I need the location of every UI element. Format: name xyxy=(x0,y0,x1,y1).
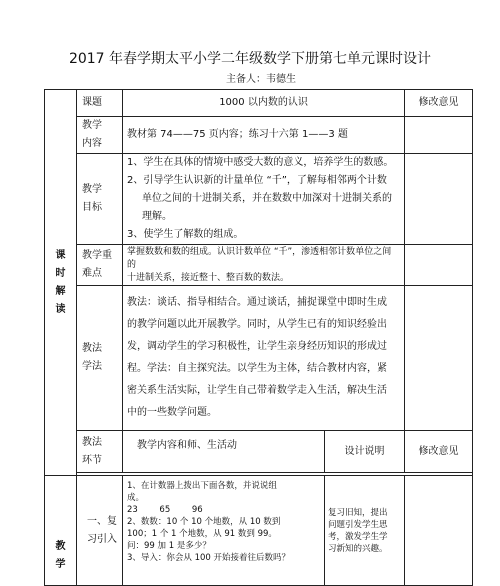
keypoints-value xyxy=(123,245,405,286)
content-value: 教材第 74——75 页内容；练习十六第 1——3 题 xyxy=(123,117,405,154)
intro-label: 一、复 习引入 xyxy=(77,476,123,586)
content-notes-cell xyxy=(405,117,473,154)
revision-notes-header: 修改意见 xyxy=(405,90,473,117)
intro-notes-cell xyxy=(405,476,473,586)
design-notes-header: 设计说明 xyxy=(325,431,405,473)
intro-row xyxy=(45,476,473,586)
goals-value xyxy=(123,154,405,245)
author-line: 主备人：韦德生 xyxy=(226,74,296,85)
method-line: 教法：谈话、指导相结合。通过谈话，捕捉课堂中即时生成 xyxy=(127,297,387,308)
intro-line: 1、在计数器上拨出下面各数，并说说组 xyxy=(127,481,277,491)
page-title: 2017 年春学期太平小学二年级数学下册第七单元课时设计 xyxy=(68,51,432,67)
method-line: 程。学法：自主探究法。以学生为主体，结合教材内容，紧 xyxy=(127,363,387,374)
goal-line: 1、学生在具体的情境中感受大数的意义，培养学生的数感。 xyxy=(127,157,394,168)
method-line: 发，调动学生的学习积极性，让学生亲身经历知识的形成过 xyxy=(127,341,387,352)
intro-line: 成。 xyxy=(127,493,145,503)
intro-line: 23 65 96 xyxy=(127,505,203,515)
goal-line: 2、引导学生认识新的计量单位 “千”，了解每相邻两个计数 xyxy=(127,175,387,186)
keypoint-line: 十进制关系，接近整十、整百数的数法。 xyxy=(127,272,290,283)
steps-header-row xyxy=(45,431,473,473)
intro-line: 3、导入：你会从 100 开始接着往后数吗？ xyxy=(127,553,291,563)
methods-row xyxy=(45,286,473,431)
section-teaching: 教 学 xyxy=(45,476,77,586)
intro-line: 100；1 个 1 个地数，从 91 数到 99。 xyxy=(127,529,277,539)
content-row xyxy=(45,117,473,154)
topic-row xyxy=(45,90,473,117)
goals-notes-cell xyxy=(405,154,473,245)
steps-label: 教法 环节 xyxy=(77,431,123,473)
goal-line: 3、使学生了解数的组成。 xyxy=(127,229,244,240)
content-label: 教学 内容 xyxy=(77,117,123,154)
keypoints-label: 教学重 难点 xyxy=(77,245,123,286)
keypoints-notes-cell xyxy=(405,245,473,286)
lesson-plan-table xyxy=(44,89,473,586)
goals-label: 教学 目标 xyxy=(77,154,123,245)
topic-value: 1000 以内数的认识 xyxy=(123,90,405,117)
topic-label: 课题 xyxy=(77,90,123,117)
keypoint-line: 掌握数数和数的组成。认识计数单位 “千”，渗透相邻计数单位之间的 xyxy=(127,246,392,270)
method-line: 密关系生活实际，让学生自己带着数学走入生活，解决生活 xyxy=(127,385,387,396)
keypoints-row xyxy=(45,245,473,286)
methods-notes-cell xyxy=(405,286,473,431)
intro-design: 复习旧知，提出 问题引发学生思 考，激发学生学 习新知的兴趣。 xyxy=(325,476,405,586)
method-line: 中的一些数学问题。 xyxy=(127,407,217,418)
steps-revision-header: 修改意见 xyxy=(405,431,473,473)
intro-content xyxy=(123,476,325,586)
method-line: 的教学问题以此开展教学。同时，从学生已有的知识经验出 xyxy=(127,319,387,330)
section-lesson-analysis: 课 时 解 读 xyxy=(45,90,77,476)
goals-row xyxy=(45,154,473,245)
steps-main-header: 教学内容和师、生活动 xyxy=(123,431,325,473)
goal-line: 单位之间的十进制关系，并在数数中加深对十进制关系的 xyxy=(142,193,392,204)
methods-value xyxy=(123,286,405,431)
methods-label: 教法 学法 xyxy=(77,286,123,431)
goal-line: 理解。 xyxy=(142,211,172,222)
intro-line: 问：99 加 1 是多少？ xyxy=(127,541,211,551)
intro-line: 2、数数：10 个 10 个地数，从 10 数到 xyxy=(127,517,281,527)
